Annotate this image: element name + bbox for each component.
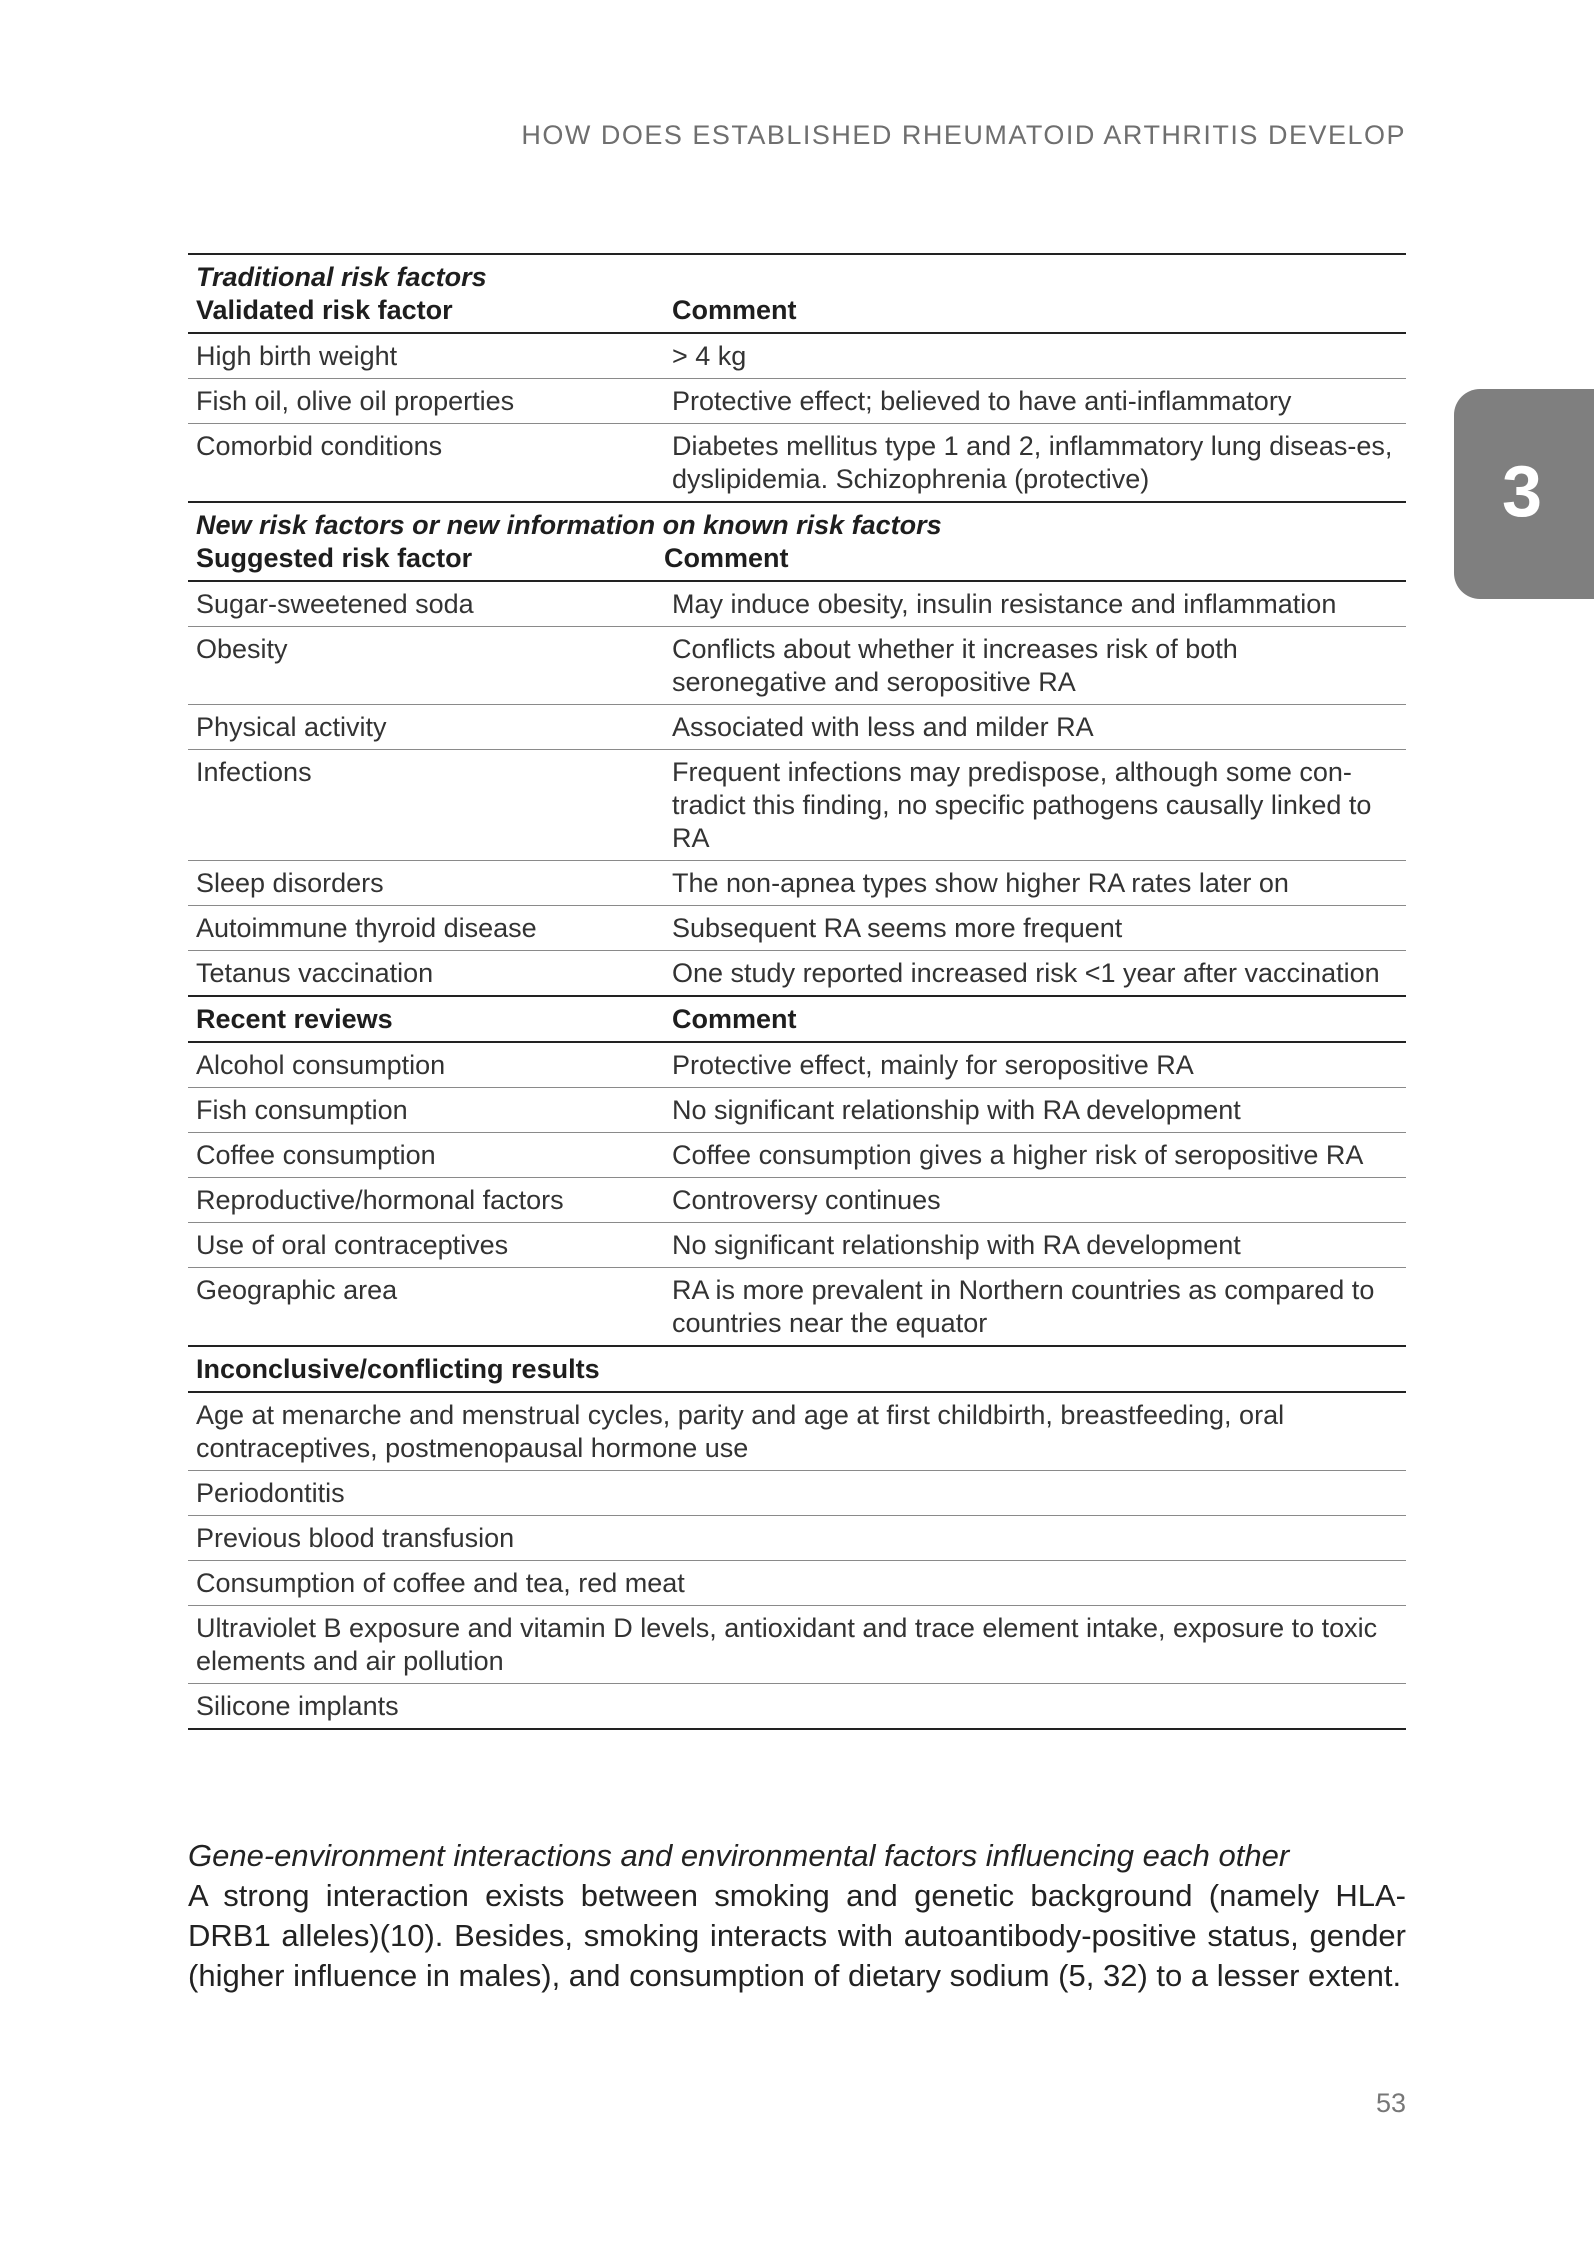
new-header-cell — [188, 502, 1406, 581]
comment-cell: > 4 kg — [672, 341, 747, 371]
comment-cell: No significant relationship with RA development — [672, 1230, 1241, 1260]
new-section-header — [188, 502, 1406, 581]
inconclusive-cell: Previous blood transfusion — [196, 1523, 515, 1553]
inconclusive-cell: Periodontitis — [196, 1478, 345, 1508]
col-head-validated: Validated risk factor — [196, 295, 453, 325]
table-row — [188, 333, 1406, 379]
table-row — [188, 1088, 1406, 1133]
factor-cell: Reproductive/hormonal factors — [196, 1185, 564, 1215]
comment-cell: Protective effect, mainly for seropositive RA — [672, 1050, 1194, 1080]
factor-cell: Infections — [196, 757, 312, 787]
table-row — [188, 424, 1406, 503]
reviews-section-header — [188, 996, 1406, 1042]
comment-cell: Associated with less and milder RA — [672, 712, 1094, 742]
comment-cell: Conflicts about whether it increases risk of both seronegative and seropositive RA — [672, 634, 1238, 697]
comment-cell: The non-apnea types show higher RA rates later on — [672, 868, 1289, 898]
comment-cell: Coffee consumption gives a higher risk of seropositive RA — [672, 1140, 1364, 1170]
traditional-comment-header-cell — [664, 254, 1406, 333]
page-number: 53 — [1375, 2088, 1406, 2118]
table-row — [188, 1561, 1406, 1606]
inconclusive-cell: Silicone implants — [196, 1691, 399, 1721]
col-head-comment: Comment — [672, 295, 797, 325]
traditional-section-header — [188, 254, 1406, 333]
factor-cell: High birth weight — [196, 341, 398, 371]
comment-cell: No significant relationship with RA development — [672, 1095, 1241, 1125]
table-row — [188, 705, 1406, 750]
comment-cell: RA is more prevalent in Northern countries as compared to countries near the equator — [672, 1275, 1375, 1338]
section-subheading: Gene-environment interactions and environmental factors influencing each other — [188, 1838, 1290, 1873]
col-head-comment: Comment — [664, 543, 789, 573]
comment-cell: Subsequent RA seems more frequent — [672, 913, 1123, 943]
factor-cell: Sleep disorders — [196, 868, 384, 898]
factor-cell: Fish consumption — [196, 1095, 408, 1125]
table-row — [188, 1178, 1406, 1223]
factor-cell: Tetanus vaccination — [196, 958, 434, 988]
col-head-recent-reviews: Recent reviews — [196, 1004, 393, 1034]
inconclusive-cell: Consumption of coffee and tea, red meat — [196, 1568, 685, 1598]
table-row — [188, 1042, 1406, 1088]
table-row — [188, 951, 1406, 997]
table-row — [188, 906, 1406, 951]
table-row — [188, 1516, 1406, 1561]
table-row — [188, 1268, 1406, 1347]
comment-cell: Diabetes mellitus type 1 and 2, inflammatory lung diseas-es, dyslipidemia. Schizophrenia (protective) — [672, 431, 1393, 494]
table-row — [188, 861, 1406, 906]
table-row — [188, 750, 1406, 861]
table-row — [188, 581, 1406, 627]
inconclusive-cell: Ultraviolet B exposure and vitamin D levels, antioxidant and trace element intake, exposure to toxic elements and air pollution — [196, 1613, 1378, 1676]
table-row — [188, 1606, 1406, 1684]
comment-cell: May induce obesity, insulin resistance and inflammation — [672, 589, 1337, 619]
chapter-tab — [1454, 389, 1594, 599]
table-row — [188, 1223, 1406, 1268]
body-paragraph: A strong interaction exists between smoking and genetic background (namely HLA-DRB1 alleles)(10). Besides, smoking interacts with autoantibody-positive status, gender (higher influence in males), and consumption of dietary sodium (5, 32) to a lesser extent. — [188, 1878, 1406, 1993]
factor-cell: Geographic area — [196, 1275, 398, 1305]
comment-cell: Protective effect; believed to have anti-inflammatory — [672, 386, 1292, 416]
table-row — [188, 627, 1406, 705]
factor-cell: Obesity — [196, 634, 288, 664]
section-title-traditional: Traditional risk factors — [196, 262, 487, 292]
factor-cell: Autoimmune thyroid disease — [196, 913, 537, 943]
factor-cell: Sugar-sweetened soda — [196, 589, 474, 619]
section-title-new: New risk factors or new information on known risk factors — [196, 510, 942, 540]
factor-cell: Coffee consumption — [196, 1140, 436, 1170]
chapter-number: 3 — [1502, 452, 1543, 532]
risk-factor-table — [188, 253, 1406, 1730]
comment-cell: One study reported increased risk <1 year after vaccination — [672, 958, 1380, 988]
inconclusive-section-header — [188, 1346, 1406, 1392]
running-header: HOW DOES ESTABLISHED RHEUMATOID ARTHRITIS DEVELOP — [521, 120, 1406, 150]
traditional-header-cell — [188, 254, 664, 333]
table-row — [188, 1133, 1406, 1178]
factor-cell: Fish oil, olive oil properties — [196, 386, 515, 416]
table-row — [188, 1471, 1406, 1516]
comment-cell: Frequent infections may predispose, although some con-tradict this finding, no specific pathogens causally linked to RA — [672, 757, 1372, 853]
body-section — [188, 1836, 1406, 1996]
col-head-inconclusive: Inconclusive/conflicting results — [196, 1354, 600, 1384]
factor-cell: Use of oral contraceptives — [196, 1230, 509, 1260]
inconclusive-cell: Age at menarche and menstrual cycles, parity and age at first childbirth, breastfeeding, oral contraceptives, postmenopausal hormone use — [196, 1400, 1285, 1463]
factor-cell: Physical activity — [196, 712, 387, 742]
factor-cell: Alcohol consumption — [196, 1050, 446, 1080]
table-row — [188, 1392, 1406, 1471]
table-row — [188, 379, 1406, 424]
table-row — [188, 1684, 1406, 1730]
col-head-suggested: Suggested risk factor — [196, 543, 473, 573]
col-head-comment: Comment — [672, 1004, 797, 1034]
comment-cell: Controversy continues — [672, 1185, 941, 1215]
factor-cell: Comorbid conditions — [196, 431, 443, 461]
